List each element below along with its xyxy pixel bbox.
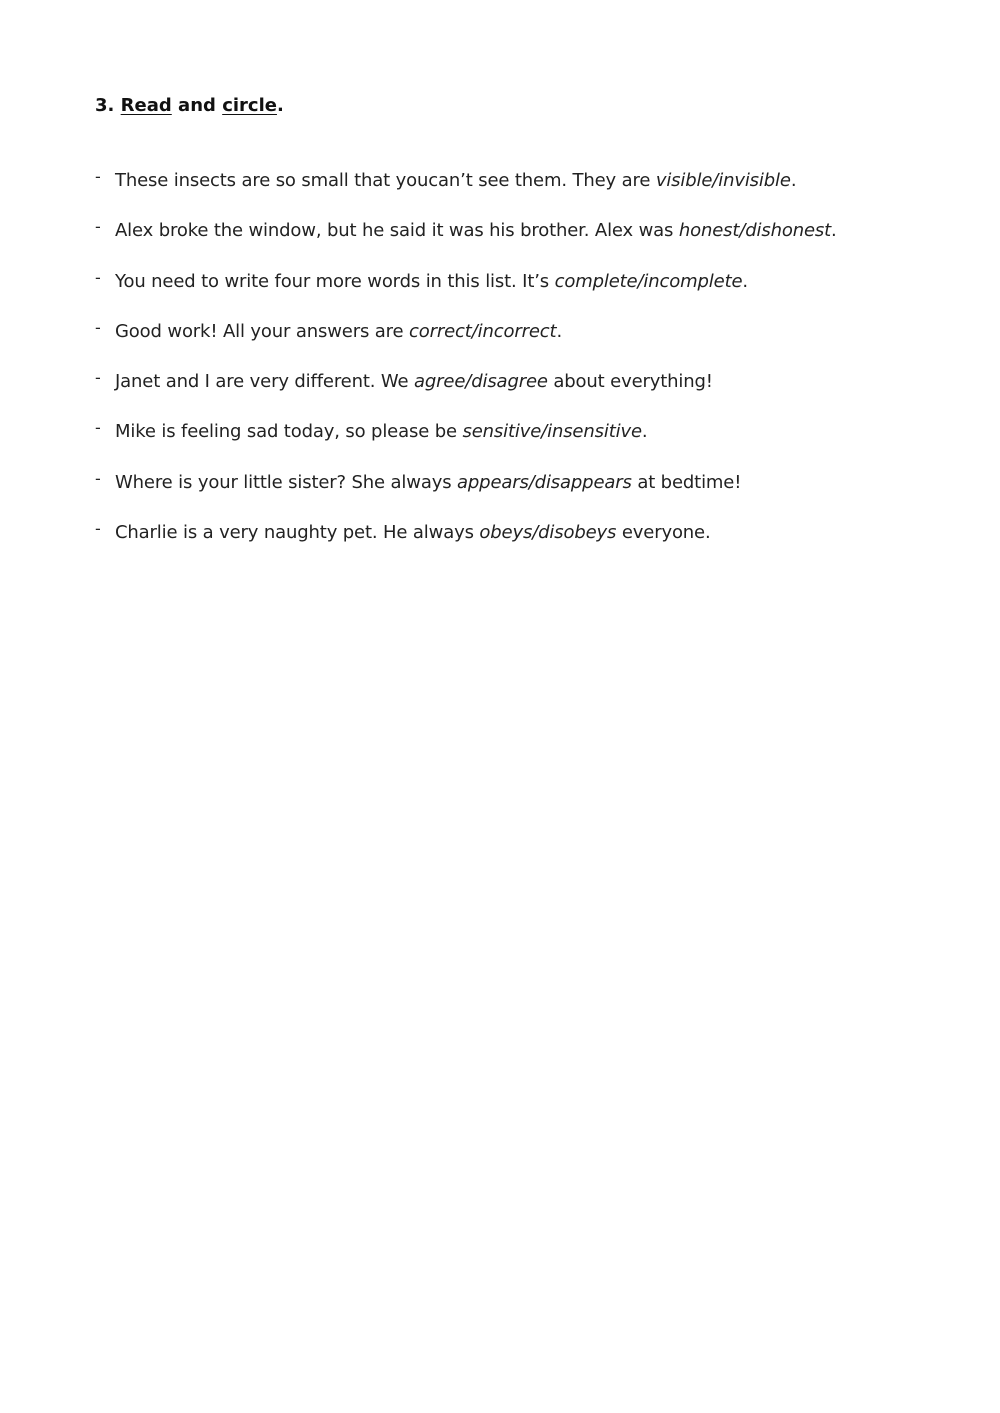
option-one[interactable]: obeys bbox=[479, 522, 533, 544]
option-two[interactable]: incorrect bbox=[477, 320, 557, 342]
sentence-before: Where is your little sister? She always bbox=[115, 471, 458, 493]
sentence-text bbox=[115, 218, 837, 244]
option-slash: / bbox=[739, 220, 746, 242]
list-item bbox=[95, 319, 975, 369]
option-two[interactable]: disobeys bbox=[538, 522, 617, 544]
list-item bbox=[95, 419, 975, 469]
option-one[interactable]: complete bbox=[554, 270, 638, 292]
sentence-text bbox=[115, 470, 741, 496]
sentence-after: everyone. bbox=[616, 522, 711, 544]
option-slash: / bbox=[471, 320, 478, 342]
sentence-text bbox=[115, 269, 748, 295]
bullet-dash: - bbox=[95, 317, 101, 337]
bullet-dash: - bbox=[95, 468, 101, 488]
bullet-dash: - bbox=[95, 167, 101, 186]
sentence-before: Janet and I are very different. We bbox=[115, 371, 415, 393]
sentence-after: . bbox=[742, 270, 748, 292]
option-one[interactable]: correct bbox=[409, 320, 472, 342]
sentence-before: Good work! All your answers are bbox=[115, 320, 409, 342]
list-item bbox=[95, 168, 975, 218]
option-two[interactable]: insensitive bbox=[547, 421, 642, 443]
option-slash: / bbox=[637, 270, 644, 292]
list-item bbox=[95, 470, 975, 520]
option-two[interactable]: dishonest bbox=[745, 220, 832, 242]
heading-word-read: Read bbox=[120, 95, 172, 116]
sentence-text bbox=[115, 419, 647, 445]
sentence-after: about everything! bbox=[547, 371, 713, 393]
heading-word-circle: circle bbox=[222, 95, 277, 116]
option-one[interactable]: sensitive bbox=[462, 421, 542, 443]
heading-period: . bbox=[276, 95, 284, 116]
option-slash: / bbox=[528, 471, 535, 493]
list-item bbox=[95, 520, 975, 570]
sentence-after: at bedtime! bbox=[631, 471, 742, 493]
option-slash: / bbox=[541, 421, 548, 443]
option-slash: / bbox=[465, 371, 472, 393]
sentence-after: . bbox=[790, 170, 797, 191]
list-item bbox=[95, 269, 975, 319]
option-slash: / bbox=[532, 522, 539, 544]
sentence-text bbox=[115, 319, 562, 345]
option-one[interactable]: appears bbox=[457, 471, 529, 493]
sentence-text bbox=[115, 168, 796, 194]
exercise-number: 3. bbox=[95, 95, 115, 116]
list-item bbox=[95, 218, 975, 268]
sentence-before: Mike is feeling sad today, so please be bbox=[115, 421, 463, 443]
bullet-dash: - bbox=[95, 418, 101, 438]
sentence-before: These insects are so small that youcan’t see them. They are bbox=[115, 170, 656, 191]
sentence-before: Alex broke the window, but he said it was his brother. Alex was bbox=[115, 220, 679, 242]
bullet-dash: - bbox=[95, 519, 101, 539]
sentence-after: . bbox=[556, 320, 563, 342]
option-slash: / bbox=[712, 170, 719, 191]
exercise-heading bbox=[95, 95, 284, 116]
sentence-text bbox=[115, 369, 713, 395]
option-two[interactable]: disagree bbox=[471, 371, 548, 393]
sentence-text bbox=[115, 520, 711, 546]
bullet-dash: - bbox=[95, 368, 101, 388]
sentence-after: . bbox=[641, 421, 648, 443]
option-one[interactable]: honest bbox=[678, 220, 740, 242]
option-two[interactable]: incomplete bbox=[643, 270, 743, 292]
heading-word-and: and bbox=[178, 95, 216, 116]
option-two[interactable]: disappears bbox=[534, 471, 632, 493]
bullet-dash: - bbox=[95, 267, 101, 287]
bullet-dash: - bbox=[95, 217, 101, 237]
option-one[interactable]: agree bbox=[414, 371, 466, 393]
option-two[interactable]: invisible bbox=[718, 170, 791, 191]
list-item bbox=[95, 369, 975, 419]
sentence-list bbox=[95, 168, 975, 570]
sentence-before: Charlie is a very naughty pet. He always bbox=[115, 522, 480, 544]
sentence-after: . bbox=[831, 220, 837, 242]
option-one[interactable]: visible bbox=[655, 170, 713, 191]
sentence-before: You need to write four more words in this list. It’s bbox=[115, 270, 555, 292]
